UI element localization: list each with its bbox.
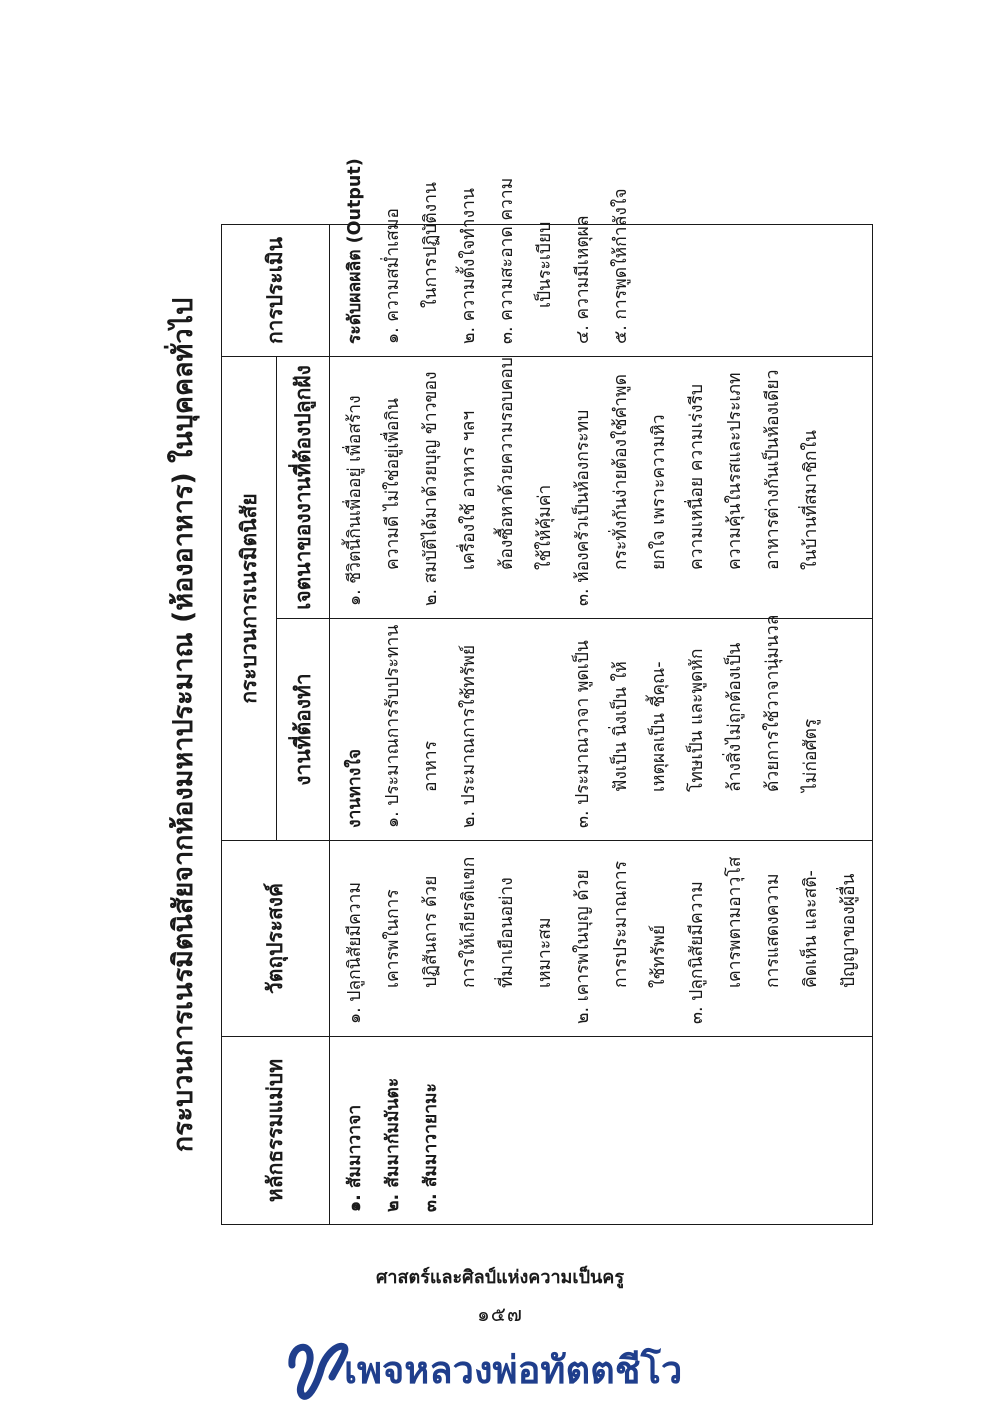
evaluation-line: ๓. ความสะอาด ความ	[497, 177, 517, 344]
intention-line: ยกใจ เพราะความหิว	[649, 414, 669, 570]
evaluation-line: เป็นระเบียบ	[535, 221, 555, 308]
objective-line: ๒. เคารพในบุญ ด้วย	[573, 869, 593, 1024]
intention-line: ความคุ้นในรสและประเภท	[725, 372, 745, 570]
page-number: ๑๕๗	[477, 1302, 523, 1326]
book-title: ศาสตร์และศิลป์แห่งความเป็นครู	[375, 1267, 625, 1288]
objective-line: ที่มาเยือนอย่าง	[497, 877, 517, 988]
cell-evaluation	[330, 158, 873, 357]
cell-intentions	[330, 357, 873, 619]
evaluation-line: ในการปฏิบัติงาน	[421, 182, 441, 308]
evaluation-line: ๒. ความตั้งใจทำงาน	[459, 188, 479, 344]
cell-principles	[330, 1037, 873, 1225]
objective-line: เคารพในการ	[383, 889, 403, 988]
header-principle: หลักธรรมแม่บท	[222, 1037, 330, 1225]
logo-mark-icon	[282, 1325, 352, 1405]
intention-line: ๒. สมบัติได้มาด้วยบุญ ข้าวของ	[421, 371, 441, 606]
objective-line: การให้เกียรติแขก	[459, 856, 479, 988]
logo-text: เพจหลวงพ่อทัตตชีโว	[344, 1348, 683, 1392]
header-evaluation: การประเมิน	[222, 225, 330, 357]
principle-line: ๒. สัมมากัมมันตะ	[383, 1077, 403, 1212]
intention-line: กระทั่งกันง่ายต้องใช้คำพูด	[611, 374, 631, 570]
intention-line: อาหารต่างกันเป็นห้องเดียว	[763, 369, 783, 570]
principle-line: ๓. สัมมาวายามะ	[421, 1083, 441, 1212]
intention-line: ต้องซื้อหาด้วยความรอบคอบ	[497, 357, 517, 570]
objective-line: การประมาณการ	[611, 860, 631, 988]
evaluation-line: ๑. ความสม่ำเสมอ	[383, 208, 403, 344]
task-line	[488, 627, 526, 828]
evaluation-line: ๕. การพูดให้กำลังใจ	[611, 188, 631, 344]
evaluation-line: ระดับผลผลิต (Output)	[345, 158, 365, 344]
page-title: กระบวนการเนรมิตนิสัยจากห้องมหาประมาณ (ห้องอาหาร) ในบุคคลทั่วไป	[168, 297, 199, 1153]
objective-line: ๓. ปลูกนิสัยมีความ	[687, 881, 707, 1024]
cell-objectives	[330, 841, 873, 1037]
task-line: โทษเป็น และพูดหัก	[687, 648, 707, 792]
task-line: ๒. ประมาณการใช้ทรัพย์	[459, 644, 479, 828]
nenamit-table	[221, 158, 873, 1225]
objective-line: เคารพตามอาวุโส	[725, 856, 745, 988]
task-line: ฟังเป็น นิ่งเป็น ให้	[611, 661, 631, 792]
rotated-page-content	[165, 158, 900, 1225]
objective-line: ปัญญาของผู้อื่น	[839, 873, 859, 988]
task-line	[526, 627, 564, 828]
header-process-group: กระบวนการเนรมิตนิสัย	[222, 357, 277, 841]
intention-line: ในบ้านที่สมาชิกใน	[801, 430, 821, 570]
task-line: ล้างสิ่งไม่ถูกต้องเป็น	[725, 642, 745, 792]
intention-line: เครื่องใช้ อาหาร ฯลฯ	[459, 410, 479, 570]
objective-line: ๑. ปลูกนิสัยมีความ	[345, 882, 365, 1024]
objective-line: การแสดงความ	[763, 873, 783, 988]
intention-line: ความเหนื่อย ความเร่งรีบ	[687, 383, 707, 570]
task-line: ไม่ก่อศัตรู	[801, 718, 821, 792]
header-tasks: งานที่ต้องทำ	[277, 619, 330, 841]
evaluation-line: ๔. ความมีเหตุผล	[573, 215, 593, 344]
task-line: ๓. ประมาณวาจา พูดเป็น	[573, 640, 593, 828]
page-logo	[282, 1325, 722, 1405]
task-line: งานทางใจ	[345, 748, 365, 828]
cell-tasks	[330, 614, 873, 841]
objective-line: ปฏิสันถาร ด้วย	[421, 875, 441, 988]
objective-line: ใช้ทรัพย์	[649, 924, 669, 988]
intention-line: ความดี ไม่ใช่อยู่เพื่อกิน	[383, 398, 403, 570]
task-line: เหตุผลเป็น ชี้คุณ-	[649, 661, 669, 792]
intention-line: ๓. ห้องครัวเป็นห้องกระทบ	[573, 409, 593, 606]
intention-line: ใช้ให้คุ้มค่า	[535, 484, 555, 570]
task-line: ๑. ประมาณการรับประทาน	[383, 624, 403, 828]
intention-line: ๑. ชีวิตนี้กินเพื่ออยู่ เพื่อสร้าง	[345, 395, 365, 606]
header-objective: วัตถุประสงค์	[222, 841, 330, 1037]
principle-line: ๑. สัมมาวาจา	[345, 1104, 365, 1212]
objective-line: คิดเห็น และสติ-	[801, 870, 821, 988]
header-intention: เจตนาของงานที่ต้องปลูกฝัง	[277, 357, 330, 619]
task-line: อาหาร	[421, 740, 441, 792]
task-line: ด้วยการใช้วาจานุ่มนวล	[763, 614, 783, 792]
objective-line: เหมาะสม	[535, 917, 555, 988]
